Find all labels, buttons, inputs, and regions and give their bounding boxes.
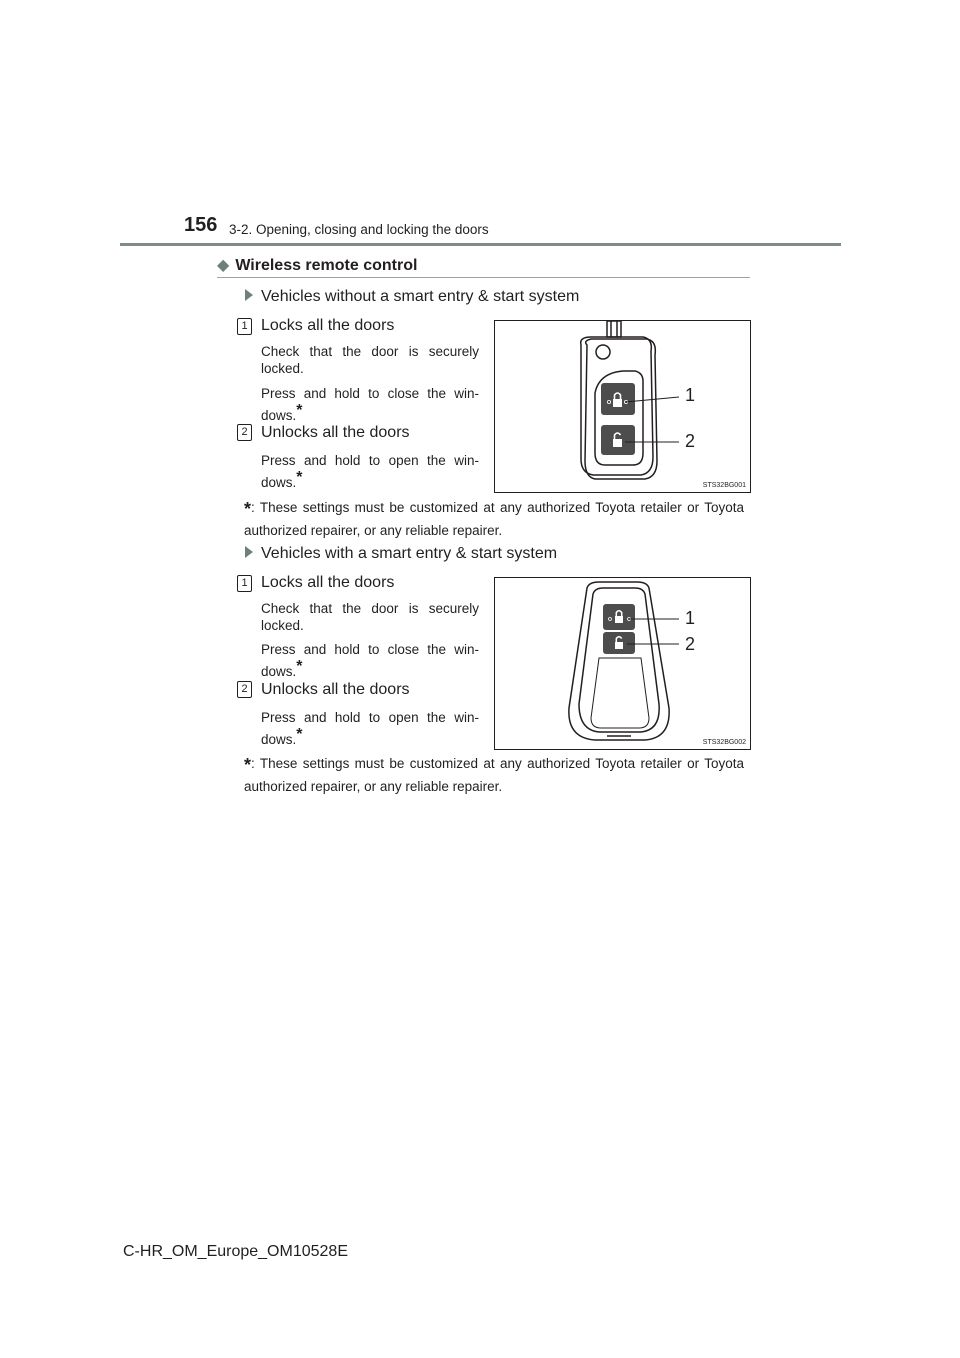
- item-number-badge: 2: [237, 424, 252, 441]
- page-number: 156: [184, 214, 218, 236]
- item-desc-text: Press and hold to open the win-dows.: [261, 710, 479, 747]
- subheading-rule: [217, 277, 750, 278]
- item-desc-text: Press and hold to close the win-dows.: [261, 386, 479, 423]
- item-desc: Check that the door is securely locked.: [261, 601, 479, 633]
- item-title-lock: Locks all the doors: [261, 317, 395, 334]
- item-title-unlock: Unlocks all the doors: [261, 424, 410, 441]
- document-id: C-HR_OM_Europe_OM10528E: [123, 1243, 348, 1260]
- header-rule: [120, 243, 841, 246]
- triangle-bullet-icon: [245, 546, 253, 558]
- section-title: 3-2. Opening, closing and locking the doors: [229, 222, 489, 237]
- smart-key-illustration: [495, 578, 750, 749]
- figure-callout: 1: [685, 608, 696, 628]
- figure-callout: 2: [685, 431, 696, 451]
- subheading-text: Wireless remote control: [235, 257, 418, 274]
- triangle-bullet-icon: [245, 289, 253, 301]
- condition-text: Vehicles with a smart entry & start system: [261, 545, 558, 562]
- item-number-badge: 1: [237, 575, 252, 592]
- item-desc: [261, 452, 479, 491]
- item-desc-text: Press and hold to open the win-dows.: [261, 453, 479, 490]
- asterisk-mark: *: [296, 726, 303, 743]
- asterisk-mark: *: [296, 469, 303, 486]
- asterisk-mark: *: [296, 402, 303, 419]
- item-desc: [261, 709, 479, 748]
- asterisk-mark: *: [244, 499, 252, 519]
- figure-code: STS32BG002: [702, 739, 746, 746]
- footnote-text: : These settings must be customized at any authorized Toyota retailer or Toyota authorized repairer, or any reliable repairer.: [244, 756, 744, 794]
- item-desc: Check that the door is securely locked.: [261, 344, 479, 376]
- asterisk-mark: *: [296, 658, 303, 675]
- diamond-bullet-icon: ◆: [217, 257, 230, 274]
- item-desc-text: Press and hold to close the win-dows.: [261, 642, 479, 679]
- condition-no-smart-entry: [245, 288, 579, 306]
- item-title-unlock: Unlocks all the doors: [261, 681, 410, 698]
- footnote-text: : These settings must be customized at any authorized Toyota retailer or Toyota authorized repairer, or any reliable repairer.: [244, 500, 744, 538]
- figure-code: STS32BG001: [702, 482, 746, 489]
- asterisk-mark: *: [244, 755, 252, 775]
- figure-callout: 1: [685, 385, 696, 405]
- footnote: [244, 497, 744, 542]
- item-number-badge: 1: [237, 318, 252, 335]
- condition-text: Vehicles without a smart entry & start system: [261, 288, 580, 305]
- figure-smart-key: [494, 577, 751, 750]
- subheading: [217, 255, 417, 275]
- condition-smart-entry: [245, 545, 557, 563]
- footnote: [244, 753, 744, 798]
- figure-callout: 2: [685, 634, 696, 654]
- item-number-badge: 2: [237, 681, 252, 698]
- figure-remote-key: [494, 320, 751, 493]
- key-fob-illustration: [495, 321, 750, 492]
- item-desc: [261, 385, 479, 424]
- item-desc: [261, 641, 479, 680]
- item-title-lock: Locks all the doors: [261, 574, 395, 591]
